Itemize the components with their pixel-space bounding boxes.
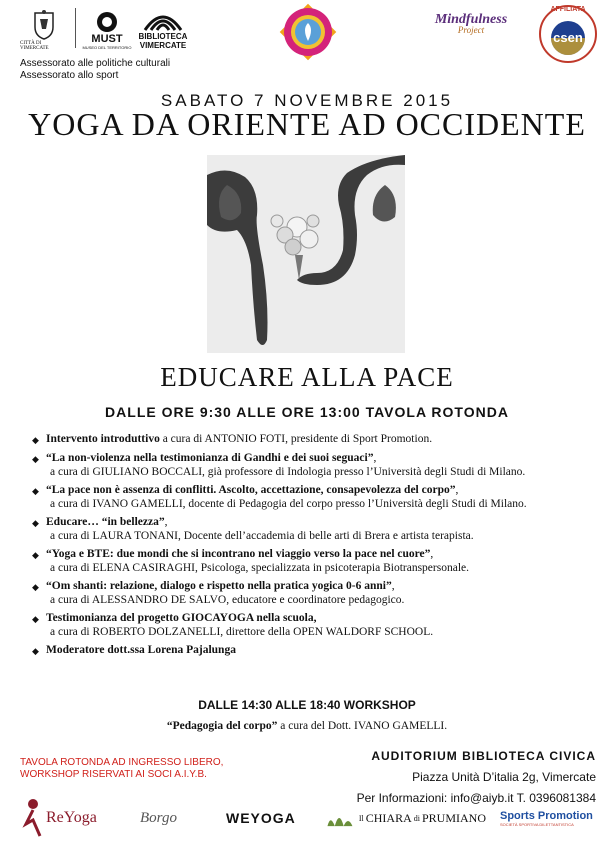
item-text: , bbox=[391, 580, 395, 592]
biblioteca-line1: BIBLIOTECA bbox=[138, 32, 188, 41]
mindfulness-line2: Project bbox=[457, 25, 485, 35]
item-text: , bbox=[430, 548, 434, 560]
notice-line1: TAVOLA ROTONDA AD INGRESSO LIBERO, bbox=[20, 757, 224, 768]
must-symbol-icon bbox=[94, 11, 120, 33]
item-title: Intervento introduttivo bbox=[46, 433, 160, 445]
list-item bbox=[32, 579, 602, 607]
item-author: a cura di LAURA TONANI, Docente dell’accademia di belle arti di Brera e artista terapista. bbox=[50, 530, 474, 542]
assessorato-line2: Assessorato allo sport bbox=[20, 70, 119, 81]
lotus-mandala-icon bbox=[278, 2, 338, 62]
item-title: “La pace non è assenza di conflitti. Ascolto, accettazione, consapevolezza del corpo” bbox=[46, 484, 456, 496]
sports-text: Sports Promotion bbox=[500, 809, 593, 822]
mindfulness-line1: Mindfulness bbox=[434, 12, 508, 27]
item-title: “Om shanti: relazione, dialogo e rispetto nella pratica yogica 0-6 anni” bbox=[46, 580, 392, 592]
item-author: a cura di ROBERTO DOLZANELLI, direttore della OPEN WALDORF SCHOOL. bbox=[50, 626, 434, 638]
city-caption: CITTÀ DI VIMERCATE bbox=[20, 41, 49, 51]
list-item bbox=[32, 643, 602, 658]
trees-icon bbox=[326, 805, 357, 831]
diamond-bullet-icon: ◆ bbox=[32, 435, 39, 445]
assessorato bbox=[20, 58, 170, 82]
item-text: , bbox=[164, 516, 168, 528]
item-author: a cura di ALESSANDRO DE SALVO, educatore e coordinatore pedagogico. bbox=[50, 594, 405, 606]
diamond-bullet-icon: ◆ bbox=[32, 454, 39, 464]
morning-hours: DALLE ORE 9:30 ALLE ORE 13:00 TAVOLA ROTONDA bbox=[105, 404, 509, 420]
csen-top: AFFILIATA bbox=[550, 6, 586, 13]
list-item bbox=[32, 432, 602, 447]
item-author: a cura di ELENA CASIRAGHI, Psicologa, specializzata in psicoterapia Biotranspersonale. bbox=[50, 562, 469, 574]
workshop-line bbox=[0, 720, 614, 732]
event-date: SABATO 7 NOVEMBRE 2015 bbox=[160, 91, 454, 110]
header-divider bbox=[75, 8, 76, 48]
access-notice bbox=[20, 757, 223, 781]
chiara-text: CHIARA bbox=[365, 810, 412, 825]
assessorato-line1: Assessorato alle politiche culturali bbox=[20, 58, 171, 69]
il-text: Il bbox=[358, 813, 364, 823]
elephants-with-flowers-illustration bbox=[207, 155, 405, 353]
reyoga-figure-icon bbox=[22, 798, 44, 838]
item-title: Testimonianza del progetto GIOCAYOGA nella scuola, bbox=[46, 612, 317, 624]
diamond-bullet-icon: ◆ bbox=[32, 550, 39, 560]
chiara-prumiano-logo bbox=[326, 796, 486, 840]
diamond-bullet-icon: ◆ bbox=[32, 646, 39, 656]
item-text: a cura di ANTONIO FOTI, presidente di Sport Promotion. bbox=[159, 433, 433, 445]
must-logo bbox=[82, 4, 132, 56]
item-title: Educare… “in bellezza” bbox=[46, 516, 165, 528]
diamond-bullet-icon: ◆ bbox=[32, 582, 39, 592]
list-item bbox=[32, 515, 602, 543]
diamond-bullet-icon: ◆ bbox=[32, 518, 39, 528]
coat-of-arms-icon bbox=[32, 9, 56, 41]
elephants-photo bbox=[207, 155, 405, 353]
biblioteca-line2: VIMERCATE bbox=[139, 41, 187, 50]
sports-promotion-logo bbox=[500, 796, 596, 840]
event-title: YOGA DA ORIENTE AD OCCIDENTE bbox=[28, 106, 586, 142]
list-item bbox=[32, 483, 602, 511]
reyoga-text: ReYoga bbox=[46, 809, 97, 826]
item-title: “Yoga e BTE: due mondi che si incontrano nel viaggio verso la pace nel cuore” bbox=[46, 548, 431, 560]
diamond-bullet-icon: ◆ bbox=[32, 614, 39, 624]
borgo-text: Borgo bbox=[140, 809, 177, 826]
must-caption: MUSEO DEL TERRITORIO bbox=[82, 44, 132, 50]
item-text: , bbox=[373, 452, 377, 464]
csen-logo bbox=[538, 4, 598, 64]
venue-name: AUDITORIUM BIBLIOTECA CIVICA bbox=[371, 749, 596, 763]
reyoga-logo bbox=[22, 796, 102, 840]
item-title: Moderatore dott.ssa Lorena Pajalunga bbox=[46, 644, 236, 656]
item-author: a cura di IVANO GAMELLI, docente di Pedagogia del corpo presso l’Università degli Studi di Milano. bbox=[50, 498, 527, 510]
venue-address: Piazza Unità D’italia 2g, Vimercate bbox=[412, 770, 596, 784]
program-list bbox=[32, 432, 602, 662]
list-item bbox=[32, 547, 602, 575]
di-text: di bbox=[413, 813, 420, 823]
list-item bbox=[32, 451, 602, 479]
mindfulness-logo bbox=[426, 12, 516, 42]
diamond-bullet-icon: ◆ bbox=[32, 486, 39, 496]
item-text: , bbox=[455, 484, 459, 496]
city-logo bbox=[20, 5, 68, 55]
workshop-title: “Pedagogia del corpo” bbox=[166, 720, 278, 732]
notice-line2: WORKSHOP RISERVATI AI SOCI A.I.Y.B. bbox=[20, 769, 207, 780]
weyoga-text: WEYOGA bbox=[226, 810, 296, 826]
mandala-logo bbox=[278, 2, 338, 62]
borgo-logo bbox=[140, 796, 200, 840]
prumiano-text: PRUMIANO bbox=[421, 810, 486, 825]
workshop-hours: DALLE 14:30 ALLE 18:40 WORKSHOP bbox=[198, 698, 416, 712]
must-name: MUST bbox=[91, 32, 123, 45]
list-item bbox=[32, 611, 602, 639]
sports-sub-text: SOCIETÀ SPORTIVA DILETTANTISTICA bbox=[500, 821, 574, 827]
biblioteca-logo bbox=[137, 5, 189, 55]
weyoga-logo bbox=[226, 796, 296, 840]
item-title: “La non-violenza nella testimonianza di Gandhi e dei suoi seguaci” bbox=[46, 452, 374, 464]
venue-contact: Per Informazioni: info@aiyb.it T. 0396081384 bbox=[356, 791, 596, 805]
workshop-by: a cura del Dott. IVANO GAMELLI. bbox=[277, 720, 448, 732]
book-stripes-icon bbox=[141, 10, 185, 32]
item-author: a cura di GIULIANO BOCCALI, già professore di Indologia presso l’Università degli Studi di Milano. bbox=[50, 466, 526, 478]
event-subtitle: EDUCARE ALLA PACE bbox=[160, 362, 454, 392]
csen-name: csen bbox=[553, 30, 583, 45]
